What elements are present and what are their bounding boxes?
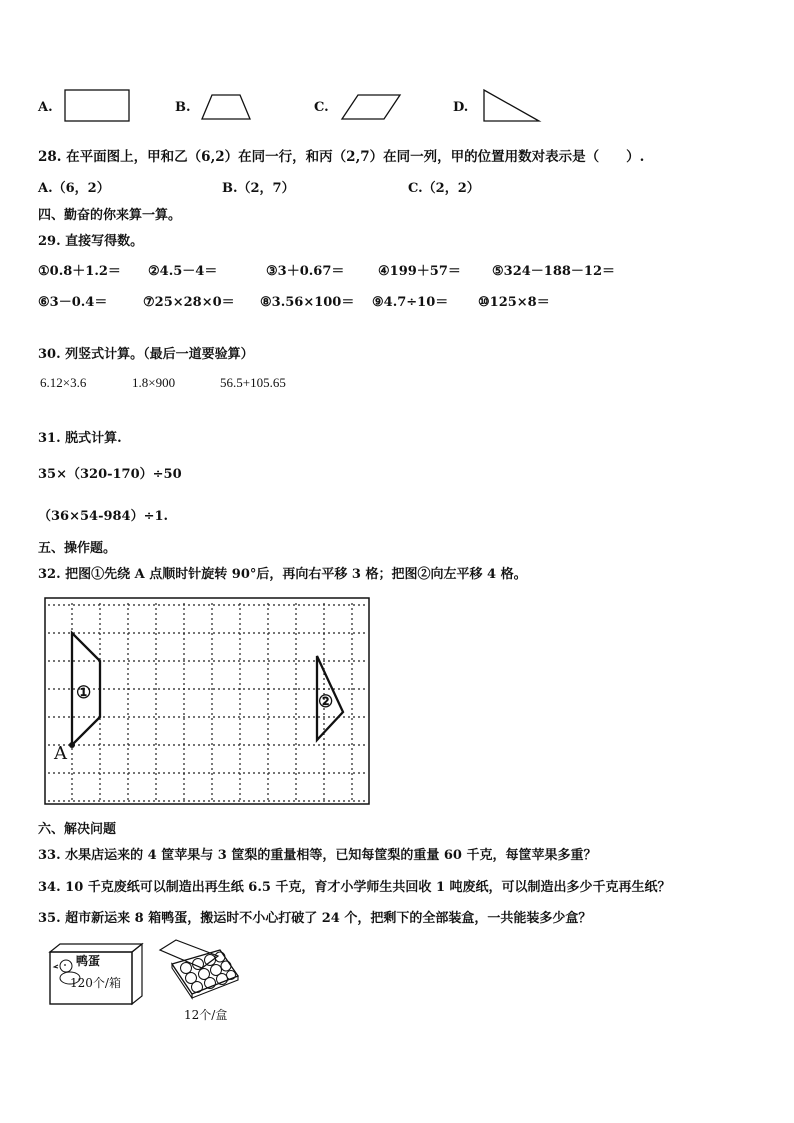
vertical-calc-2: 1.8×900 bbox=[132, 375, 176, 390]
section-6-title: 六、解决问题 bbox=[38, 822, 117, 837]
question-35-text: 35. 超市新运来 8 箱鸭蛋，搬运时不小心打破了 24 个，把剩下的全部装盒，一共能装多少盒？ bbox=[38, 911, 592, 926]
option-a-label: A. bbox=[38, 100, 53, 115]
question-32-title: 32. 把图①先绕 A 点顺时针旋转 90°后，再向右平移 3 格；把图②向左平移 4 格。 bbox=[38, 567, 527, 582]
eggs-group bbox=[181, 952, 236, 993]
point-a-label: A bbox=[54, 743, 67, 764]
rectangle-shape bbox=[64, 88, 132, 124]
question-33-text: 33. 水果店运来的 4 筐苹果与 3 筐梨的重量相等，已知每筐梨的重量 60 千克，每筐苹果多重？ bbox=[38, 848, 597, 863]
q28-option-a: A.（6，2） bbox=[38, 181, 110, 196]
egg-carton-illustration bbox=[158, 938, 242, 1000]
question-30-title: 30. 列竖式计算。（最后一道要验算） bbox=[38, 347, 254, 362]
q31-expression-2: （36×54-984）÷1. bbox=[38, 509, 169, 524]
calc-item-10: ⑩125×8＝ bbox=[478, 295, 550, 310]
calc-item-5: ⑤324－188－12＝ bbox=[492, 264, 616, 279]
vertical-calc-3: 56.5+105.65 bbox=[220, 375, 286, 390]
figure-2-label: ② bbox=[318, 692, 334, 712]
egg-carton-label: 12个/盒 bbox=[184, 1008, 228, 1022]
parallelogram-shape bbox=[340, 92, 402, 122]
section-5-title: 五、操作题。 bbox=[38, 541, 117, 556]
question-28-text: 28. 在平面图上，甲和乙（6,2）在同一行，和丙（2,7）在同一列，甲的位置用数对表示是（ ）. bbox=[38, 149, 645, 165]
question-31-title: 31. 脱式计算. bbox=[38, 431, 122, 446]
q31-expression-1: 35×（320-170）÷50 bbox=[38, 467, 182, 482]
option-d-label: D. bbox=[453, 100, 469, 115]
calc-item-9: ⑨4.7÷10＝ bbox=[372, 295, 449, 310]
calc-item-6: ⑥3－0.4＝ bbox=[38, 295, 108, 310]
egg-box-label: 120个/箱 bbox=[70, 976, 121, 990]
question-34-text: 34. 10 千克废纸可以制造出再生纸 6.5 千克，育才小学师生共回收 1 吨废纸，可以制造出多少千克再生纸？ bbox=[38, 880, 671, 895]
calc-item-8: ⑧3.56×100＝ bbox=[260, 295, 355, 310]
calc-item-7: ⑦25×28×0＝ bbox=[143, 295, 235, 310]
calc-item-2: ②4.5－4＝ bbox=[148, 264, 218, 279]
vertical-calc-1: 6.12×3.6 bbox=[40, 375, 87, 390]
calc-item-3: ③3＋0.67＝ bbox=[266, 264, 345, 279]
calc-item-4: ④199＋57＝ bbox=[378, 264, 461, 279]
point-a-dot bbox=[69, 742, 75, 748]
duck-egg-box-illustration bbox=[48, 940, 144, 1006]
calc-item-1: ①0.8＋1.2＝ bbox=[38, 264, 121, 279]
q28-option-b: B.（2，7） bbox=[222, 181, 295, 196]
option-c-label: C. bbox=[314, 100, 329, 115]
egg-box-title: 鸭蛋 bbox=[76, 954, 101, 968]
section-4-title: 四、勤奋的你来算一算。 bbox=[38, 208, 182, 223]
figure-1-label: ① bbox=[76, 683, 92, 703]
option-b-label: B. bbox=[175, 100, 191, 115]
q28-option-c: C.（2，2） bbox=[408, 181, 480, 196]
trapezoid-shape bbox=[200, 92, 252, 122]
question-29-title: 29. 直接写得数。 bbox=[38, 234, 144, 249]
grid-figure bbox=[44, 597, 374, 811]
right-triangle-shape bbox=[481, 88, 543, 124]
